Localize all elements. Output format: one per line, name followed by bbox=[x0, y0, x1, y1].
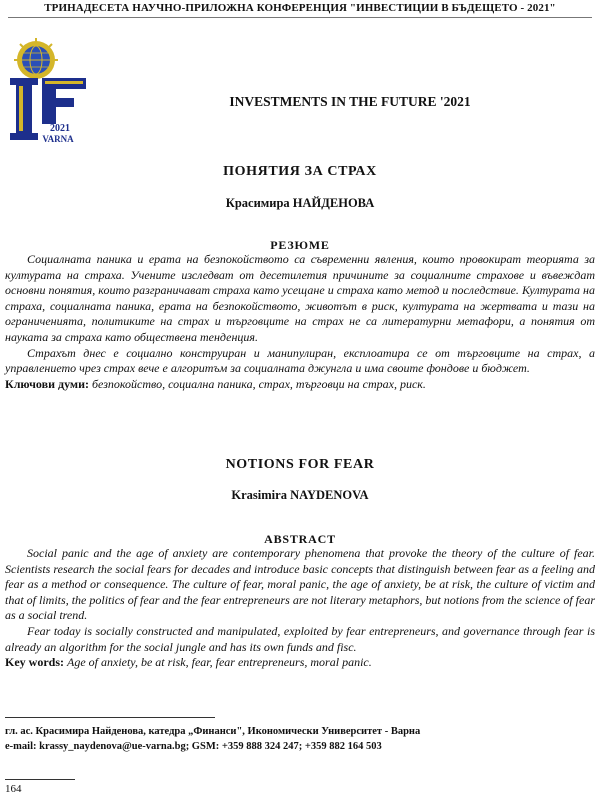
keywords-text: Age of anxiety, be at risk, fear, fear entrepreneurs, moral panic. bbox=[67, 655, 372, 670]
abstract-en bbox=[5, 546, 595, 671]
page-number: 164 bbox=[5, 783, 22, 795]
abstract-heading-bg: РЕЗЮМЕ bbox=[270, 238, 330, 252]
if-letters bbox=[10, 78, 86, 140]
footnote-contact: e-mail: krassy_naydenova@ue-varna.bg; GSM: +359 888 324 247; +359 882 164 503 bbox=[5, 740, 382, 752]
abstract-bg bbox=[5, 252, 595, 392]
paper-title-bg: ПОНЯТИЯ ЗА СТРАХ bbox=[223, 164, 377, 179]
running-header: ТРИНАДЕСЕТА НАУЧНО-ПРИЛОЖНА КОНФЕРЕНЦИЯ "ИНВЕСТИЦИИ В БЪДЕЩЕТО - 2021" bbox=[44, 2, 556, 14]
footnote-rule bbox=[5, 717, 215, 718]
footnote bbox=[5, 725, 595, 754]
header-rule bbox=[8, 17, 592, 18]
keywords-text: безпокойство, социална паника, страх, търговци на страх, риск. bbox=[92, 376, 426, 391]
conference-title: INVESTMENTS IN THE FUTURE '2021 bbox=[229, 94, 471, 109]
keywords-bg bbox=[5, 377, 595, 393]
logo-year: 2021 bbox=[50, 123, 70, 134]
abstract-paragraph: Social panic and the age of anxiety are contemporary phenomena that provoke the theory of the culture of fear. Scientists research the social fears for decades and introduce basic concepts that distinguish between fear as a feeling and fear as a method or consequence. The culture of fear, moral panic, the age of anxiety, be at risk, the culture of victim and that of limits, the politics of fear and the fear entrepreneurs are not literary metaphors, but notions from the science of fear as a social trend. bbox=[5, 546, 595, 623]
paper-title-en: NOTIONS FOR FEAR bbox=[225, 457, 375, 472]
abstract-paragraph: Социалната паника и ерата на безпокойството са съвременни явления, които провокират теорията за културата на страха. Учените изследват от десетилетия причините за социалните страхове и въвеждат основни понятия, които разграничават страха като усещане и страха като метод и последствие. Културата на страха, социалната паника, ерата на безпокойството, животът в риск, културата на жертвата и тази на ограниченията, политиките на страх и търговците на страх не са литературни метафори, а понятия от науката за страха като обществена тенденция. bbox=[5, 252, 595, 344]
footnote-affiliation: гл. ас. Красимира Найденова, катедра „Финанси", Икономически Университет - Варна bbox=[5, 726, 421, 737]
keywords-label: Ключови думи: bbox=[5, 376, 90, 391]
logo-city: VARNA bbox=[42, 134, 74, 144]
globe-icon bbox=[22, 46, 50, 74]
author-bg: Красимира НАЙДЕНОВА bbox=[225, 196, 375, 210]
abstract-paragraph: Страхът днес е социално конструиран и манипулиран, експлоатира се от търговците на страх, а управлението чрез страх вече е алгоритъм за социалната джунгла и има своите фондове и бюджет. bbox=[5, 345, 595, 376]
abstract-paragraph: Fear today is socially constructed and manipulated, exploited by fear entrepreneurs, and governance through fear is already an algorithm for the social jungle and has its own funds and fisc. bbox=[5, 623, 595, 654]
conference-logo bbox=[2, 38, 98, 150]
keywords-en bbox=[5, 655, 595, 671]
author-en: Krasimira NAYDENOVA bbox=[231, 488, 369, 502]
abstract-heading-en: ABSTRACT bbox=[264, 532, 336, 546]
keywords-label: Key words: bbox=[5, 655, 64, 670]
page-number-rule bbox=[5, 779, 75, 780]
